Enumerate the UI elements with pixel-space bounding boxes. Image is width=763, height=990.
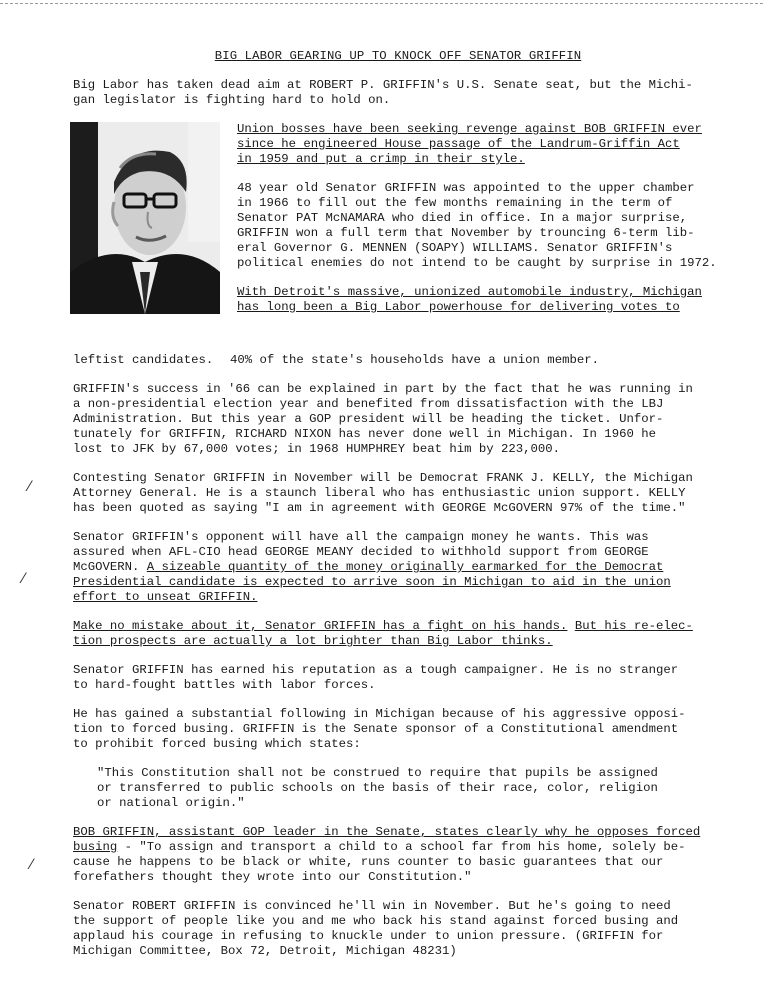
fight-underlined-text-a: Make no mistake about it, Senator GRIFFIN has a fight on his hands. [73, 619, 568, 633]
margin-tick-mark: ⁄ [28, 479, 31, 495]
fight-underlined-text-b: But his re-elec- tion prospects are actually a lot brighter than Big Labor thinks. [73, 619, 693, 648]
intro-paragraph: Big Labor has taken dead aim at ROBERT P. GRIFFIN's U.S. Senate seat, but the Michi- gan legislator is fighting hard to hold on. [73, 78, 693, 107]
margin-tick-mark: ⁄ [22, 571, 25, 587]
money-underlined-text: A sizeable quantity of the money originally earmarked for the Democrat Presidential candidate is expected to arrive soon in Michigan to aid in the union effort to unseat GRIFFIN. [73, 560, 671, 604]
campaigner-paragraph: Senator GRIFFIN has earned his reputation as a tough campaigner. He is no stranger to hard-fought battles with labor forces. [73, 663, 679, 692]
fight-gap [567, 619, 574, 633]
photo-and-sidebar [73, 122, 723, 353]
amendment-quote: "This Constitution shall not be construed to require that pupils be assigned or transferred to public schools on the basis of their race, color, religion or national origin." [97, 766, 658, 810]
sidebar-text [237, 122, 727, 315]
money-paragraph [73, 530, 723, 605]
bridge-right-text: 40% of the state's households have a union member. [230, 353, 599, 367]
closing-paragraph: Senator ROBERT GRIFFIN is convinced he'll win in November. But he's going to need the support of people like you and me who back his stand against forced busing and applaud his courage in refusing to knuckle under to union pressure. (GRIFFIN for Michigan Committee, Box 72, Detroit, Michigan 48231) [73, 899, 679, 958]
detroit-paragraph: With Detroit's massive, unionized automobile industry, Michigan has long been a Big Labor powerhouse for delivering votes to [237, 285, 702, 314]
money-text: Senator GRIFFIN's opponent will have all the campaign money he wants. This was assured when AFL-CIO head GEORGE MEANY decided to withhold support from GEORGE McGOVERN. [73, 530, 649, 574]
appointment-paragraph: 48 year old Senator GRIFFIN was appointed to the upper chamber in 1966 to fill out the few months remaining in the term of Senator PAT McNAMARA who died in office. In a major surprise, GRIFFIN won a full term that November by trouncing 6-term lib- eral Governor G. MENNEN (SOAPY) WILLIAMS. Senator GRIFFIN's political enemies do not intend to be caught by surprise in 1972. [237, 181, 717, 270]
revenge-paragraph: Union bosses have been seeking revenge against BOB GRIFFIN ever since he engineered House passage of the Landrum-Griffin Act in 1959 and put a crimp in their style. [237, 122, 702, 166]
busing-paragraph: He has gained a substantial following in Michigan because of his aggressive opposi- tion to forced busing. GRIFFIN is the Senate sponsor of a Constitutional amendment to prohibit forced busing which states: [73, 707, 686, 751]
states-underlined-text: BOB GRIFFIN, assistant GOP leader in the Senate, states clearly why he opposes forced busing [73, 825, 701, 854]
senator-portrait-photo [70, 122, 220, 314]
success-paragraph: GRIFFIN's success in '66 can be explained in part by the fact that he was running in a non-presidential election year and benefited from dissatisfaction with the LBJ Administration. But this year a GOP president will be heading the ticket. Unfor- tunately for GRIFFIN, RICHARD NIXON has never done well in Michigan. In 1960 he lost to JFK by 67,000 votes; in 1968 HUMPHREY beat him by 223,000. [73, 382, 693, 456]
states-paragraph [73, 825, 723, 885]
document-page [73, 49, 723, 973]
margin-tick-mark: ⁄ [30, 857, 33, 873]
states-text: - "To assign and transport a child to a school far from his home, solely be- cause he happens to be black or white, runs counter to basic guarantees that our forefathers thought they wrote into our Constitution." [73, 840, 686, 884]
headline: BIG LABOR GEARING UP TO KNOCK OFF SENATOR GRIFFIN [214, 49, 582, 63]
bridge-left-text: leftist candidates. [73, 353, 214, 367]
top-edge-rule [0, 3, 763, 4]
kelly-paragraph: Contesting Senator GRIFFIN in November will be Democrat FRANK J. KELLY, the Michigan Attorney General. He is a staunch liberal who has enthusiastic union support. KELLY has been quoted as saying "I am in agreement with GEORGE McGOVERN 97% of the time." [73, 471, 693, 515]
fight-paragraph [73, 619, 723, 649]
